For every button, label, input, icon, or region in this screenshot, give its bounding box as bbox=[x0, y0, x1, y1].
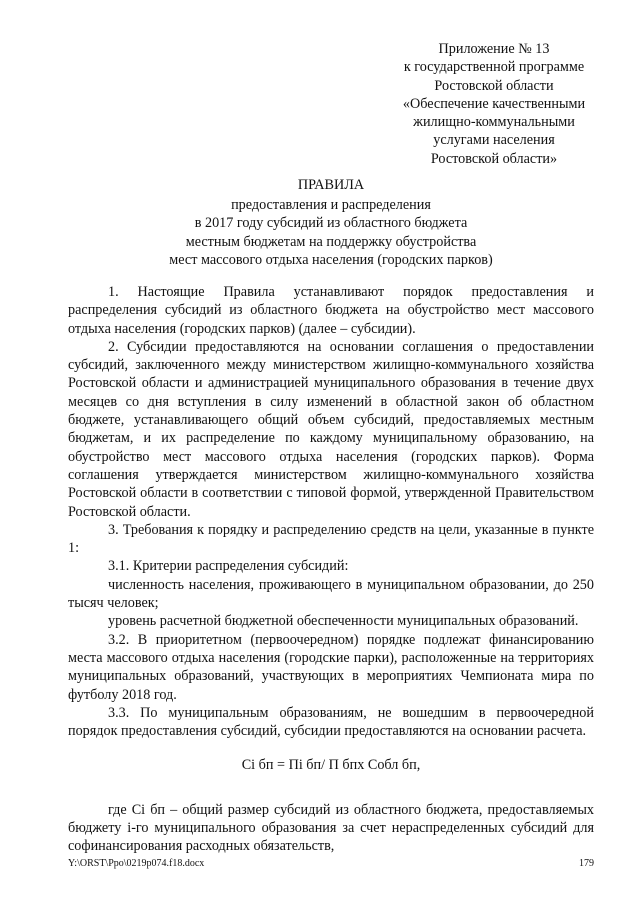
title-sub-line: предоставления и распределения bbox=[231, 197, 431, 214]
paragraph: 1. Настоящие Правила устанавливают порядок предоставления и распределения субсидий из областного бюджета на обустройство мест массового отдыха населения (городских парков) (далее – субсидии). bbox=[68, 284, 594, 337]
file-path: Y:\ORST\Ppo\0219p074.f18.docx bbox=[68, 858, 205, 869]
document-title bbox=[68, 176, 594, 269]
paragraph: 2. Субсидии предоставляются на основании соглашения о предоставлении субсидий, заключенного между министерством жилищно-коммунального хозяйства Ростовской области и администрацией муниципального образования в течение двух месяцев со дня вступления в силу изменений в областной закон об областном бюджете, устанавливающего общий объем субсидий, предоставляемых местным бюджетам, и их распределение по каждому муниципальному образованию, на обустройство мест массового отдыха населения (городских парков). Форма соглашения утверждается министерством жилищно-коммунального хозяйства Ростовской области в соответствии с типовой формой, утвержденной Правительством Ростовской области. bbox=[68, 338, 594, 520]
formula: Сi бп = Пi бп/ П бпх Собл бп, bbox=[241, 757, 421, 774]
appendix-line: Ростовской области bbox=[434, 77, 554, 94]
paragraph: 3.1. Критерии распределения субсидий: bbox=[108, 558, 349, 575]
title-sub-line: в 2017 году субсидий из областного бюджета bbox=[194, 215, 468, 232]
paragraph: 3.2. В приоритетном (первоочередном) порядке подлежат финансированию места массового отдыха населения (городские парки), расположенные на территориях муниципальных образований, участвующих в мероприятиях Чемпионата мира по футболу 2018 год. bbox=[68, 631, 594, 703]
title-sub-line: местным бюджетам на поддержку обустройства bbox=[185, 233, 477, 250]
appendix-line: к государственной программе bbox=[403, 59, 585, 76]
document-body bbox=[68, 283, 594, 856]
paragraph: 3. Требования к порядку и распределению средств на цели, указанные в пункте 1: bbox=[68, 521, 594, 557]
page-number: 179 bbox=[579, 858, 594, 869]
appendix-header bbox=[380, 40, 608, 168]
appendix-line: жилищно-коммунальными bbox=[413, 114, 575, 131]
paragraph: численность населения, проживающего в муниципальном образовании, до 250 тысяч человек; bbox=[68, 576, 594, 612]
paragraph: уровень расчетной бюджетной обеспеченности муниципальных образований. bbox=[108, 613, 579, 630]
appendix-line: «Обеспечение качественными bbox=[402, 95, 586, 112]
page-footer bbox=[68, 858, 594, 869]
appendix-line: услугами населения bbox=[433, 132, 555, 149]
title-sub-line: мест массового отдыха населения (городских парков) bbox=[169, 251, 493, 268]
paragraph-after-formula: где Сi бп – общий размер субсидий из областного бюджета, предоставляемых бюджету i-го муниципального образования за счет нераспределенных субсидий для софинансирования расходных обязательств, bbox=[68, 801, 594, 855]
appendix-line: Ростовской области» bbox=[430, 150, 558, 167]
appendix-line: Приложение № 13 bbox=[438, 41, 550, 57]
title-main: ПРАВИЛА bbox=[297, 177, 365, 193]
paragraph: 3.3. По муниципальным образованиям, не вошедшим в первоочередной порядок предоставления субсидий, субсидии предоставляются на основании расчета. bbox=[68, 704, 594, 740]
